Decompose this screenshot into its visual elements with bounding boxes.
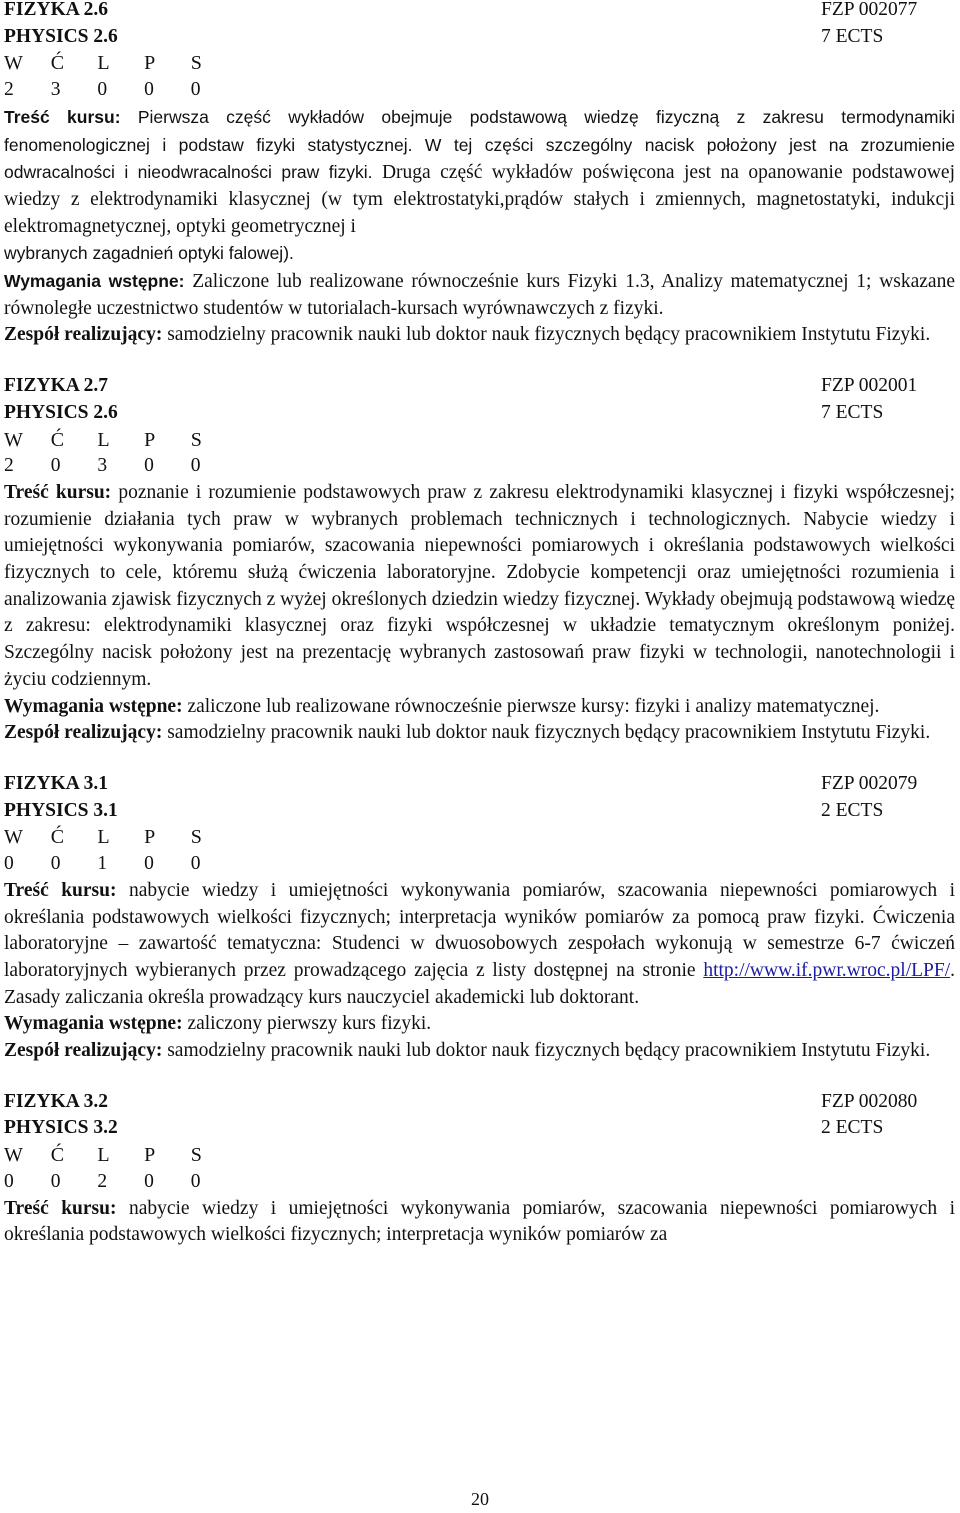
hours-letter-c: Ć <box>50 52 65 75</box>
hours-value-p: 0 <box>144 1170 154 1192</box>
hours-value-w: 2 <box>4 455 14 477</box>
hours-value-p: 0 <box>144 455 154 477</box>
requirements-text: Zaliczone lub realizowane równocześnie kurs Fizyki 1.3, Analizy matematycznej 1; wskazane równoległe uczestnictwo studentów w tutorialach-kursach wyrównawczych z fizyki. <box>4 271 955 319</box>
hours-letter-w: W <box>4 52 23 75</box>
course-fizyka-2-6 <box>4 0 955 349</box>
content-text: poznanie i rozumienie podstawowych praw z zakresu elektrodynamiki klasycznej i fizyki współczesnej; rozumienie działania tych praw w wybranych problemach technicznych i technologicznych. Nabycie wiedzy i umiejętności wykonywania pomiarów, szacowania niepewności pomiarowych i określania podstawowych wielkości fizycznych to cele, któremu służą ćwiczenia laboratoryjne. Zdobycie kompetencji oraz umiejętności rozumienia i analizowania zjawisk fizycznych z wyżej określonych dziedzin wiedzy fizycznej. Wykłady obejmują podstawową wiedzę z zakresu: elektrodynamiki klasycznej oraz fizyki współczesnej w układzie tematycznym określonym poniżej. Szczególny nacisk położony jest na prezentację wybranych zastosowań praw fizyki w technologii, nanotechnologii i życiu codziennym. <box>4 481 955 690</box>
course-team <box>4 322 955 349</box>
course-fizyka-2-7 <box>4 373 955 747</box>
course-title: FIZYKA 2.7 <box>4 375 109 397</box>
content-text-a: Pierwsza część wykładów obejmuje podstawową wiedzę fizyczną z zakresu termodynamiki fenomenologicznej i podstaw fizyki statystycznej. W tej części szczególny nacisk położony jest na zrozumienie odwracalności i nieodwracalności praw fizyki. <box>4 106 956 183</box>
page-number: 20 <box>471 1489 489 1509</box>
hours-letter-p: P <box>144 1144 156 1167</box>
course-title-row <box>4 0 955 24</box>
lab-list-link[interactable]: http://www.if.pwr.wroc.pl/LPF/ <box>703 959 951 981</box>
team-label: Zespół realizujący: <box>4 324 163 346</box>
hours-value-s: 0 <box>190 79 201 101</box>
course-title-en-row <box>4 1115 955 1142</box>
hours-letter-s: S <box>190 826 202 849</box>
hours-letter-s: S <box>190 52 202 75</box>
course-title-en-row <box>4 24 955 51</box>
requirements-text: zaliczony pierwszy kurs fizyki. <box>187 1013 432 1035</box>
course-list <box>4 0 955 1249</box>
hours-value-l: 1 <box>97 853 108 875</box>
course-title-row <box>4 373 955 400</box>
hours-value-p: 0 <box>144 853 154 875</box>
requirements-label: Wymagania wstępne: <box>4 271 185 292</box>
hours-letter-l: L <box>97 52 110 75</box>
hours-value-s: 0 <box>190 853 201 875</box>
course-title-en: PHYSICS 3.1 <box>4 799 118 821</box>
course-content <box>4 878 955 1012</box>
hours-value-w: 2 <box>4 79 14 101</box>
course-ects: 2 ECTS <box>821 1117 884 1139</box>
course-title: FIZYKA 3.2 <box>4 1090 109 1112</box>
hours-value-c: 0 <box>50 1170 61 1192</box>
dash: – <box>118 933 129 955</box>
hours-values <box>4 77 955 104</box>
course-code: FZP 002001 <box>821 375 918 397</box>
content-text: nabycie wiedzy i umiejętności wykonywania pomiarów, szacowania niepewności pomiarowych i określania podstawowych wielkości fizycznych; interpretacja wyników pomiarów za <box>4 1197 955 1246</box>
theme-label: zawartość tematyczna: <box>138 933 322 955</box>
course-requirements <box>4 694 955 721</box>
course-title-en-row <box>4 400 955 427</box>
hours-value-c: 0 <box>50 853 61 875</box>
team-text: samodzielny pracownik nauki lub doktor nauk fizycznych będący pracownikiem Instytutu Fizyki. <box>167 1040 931 1062</box>
hours-value-l: 0 <box>97 79 108 101</box>
hours-letter-c: Ć <box>50 428 65 451</box>
team-label: Zespół realizujący: <box>4 1040 163 1062</box>
course-code: FZP 002077 <box>821 0 918 20</box>
team-text: samodzielny pracownik nauki lub doktor nauk fizycznych będący pracownikiem Instytutu Fizyki. <box>167 722 931 744</box>
hours-value-w: 0 <box>4 853 14 875</box>
hours-values <box>4 851 955 878</box>
content-text-b: Druga część wykładów poświęcona jest na opanowanie podstawowej wiedzy z elektrodynamiki klasycznej (w tym elektrostatyki,prądów stałych i zmiennych, magnetostatyki, indukcji elektromagnetycznej, optyki geometrycznej i <box>4 162 955 237</box>
content-label: Treść kursu: <box>4 106 121 127</box>
hours-letter-c: Ć <box>50 826 65 849</box>
hours-letters <box>4 1142 955 1169</box>
course-title-en: PHYSICS 2.6 <box>4 401 118 423</box>
requirements-label: Wymagania wstępne: <box>4 1013 183 1035</box>
content-text-b: Studenci w dwuosobowych zespołach wykonują w semestrze 6-7 ćwiczeń laboratoryjnych wybieranych przez prowadzącego zajęcia z listy dostępnej na stronie <box>4 933 956 981</box>
hours-letter-p: P <box>144 428 156 451</box>
requirements-label: Wymagania wstępne: <box>4 695 183 717</box>
content-text-c: wybranych zagadnień optyki falowej). <box>4 243 294 264</box>
hours-letter-w: W <box>4 826 23 849</box>
hours-value-s: 0 <box>190 455 201 477</box>
content-text-a: nabycie wiedzy i umiejętności wykonywania pomiarów, szacowania niepewności pomiarowych i określania podstawowych wielkości fizycznych; interpretacja wyników pomiarów za pomocą praw fizyki. Ćwiczenia laboratoryjne <box>4 879 955 955</box>
content-label: Treść kursu: <box>4 1197 117 1219</box>
course-content-continued <box>4 240 955 268</box>
hours-letter-w: W <box>4 428 23 451</box>
team-label: Zespół realizujący: <box>4 722 163 744</box>
hours-letter-c: Ć <box>50 1144 65 1167</box>
hours-value-l: 3 <box>97 455 108 477</box>
hours-letter-w: W <box>4 1144 23 1167</box>
content-label: Treść kursu: <box>4 481 112 503</box>
course-content <box>4 1196 955 1249</box>
course-title-row <box>4 1089 955 1116</box>
course-team <box>4 720 955 747</box>
course-title-en: PHYSICS 2.6 <box>4 25 118 47</box>
course-code: FZP 002079 <box>821 772 918 794</box>
hours-value-l: 2 <box>97 1170 108 1192</box>
hours-letter-l: L <box>97 428 110 451</box>
hours-value-s: 0 <box>190 1170 201 1192</box>
hours-letter-s: S <box>190 428 202 451</box>
course-requirements <box>4 1011 955 1038</box>
course-requirements <box>4 268 955 322</box>
course-title-en-row <box>4 798 955 825</box>
course-ects: 7 ECTS <box>821 25 884 47</box>
hours-letter-l: L <box>97 1144 110 1167</box>
course-title: FIZYKA 3.1 <box>4 772 109 794</box>
course-fizyka-3-1 <box>4 771 955 1065</box>
course-ects: 2 ECTS <box>821 799 884 821</box>
hours-value-c: 0 <box>50 455 61 477</box>
requirements-text: zaliczone lub realizowane równocześnie pierwsze kursy: fizyki i analizy matematycznej. <box>187 695 880 717</box>
hours-values <box>4 1169 955 1196</box>
course-code: FZP 002080 <box>821 1090 918 1112</box>
course-team <box>4 1038 955 1065</box>
course-title-row <box>4 771 955 798</box>
course-content <box>4 104 955 241</box>
hours-letters <box>4 50 955 77</box>
hours-letter-l: L <box>97 826 110 849</box>
hours-letters <box>4 824 955 851</box>
hours-letter-p: P <box>144 52 156 75</box>
content-text-c: . Zasady zaliczania określa prowadzący kurs nauczyciel akademicki lub doktorant. <box>4 959 956 1008</box>
content-label: Treść kursu: <box>4 879 117 901</box>
hours-value-w: 0 <box>4 1170 14 1192</box>
hours-values <box>4 453 955 480</box>
hours-value-p: 0 <box>144 79 154 101</box>
course-title: FIZYKA 2.6 <box>4 0 109 20</box>
course-content <box>4 480 955 694</box>
hours-value-c: 3 <box>50 79 61 101</box>
course-fizyka-3-2 <box>4 1089 955 1249</box>
course-title-en: PHYSICS 3.2 <box>4 1117 118 1139</box>
team-text: samodzielny pracownik nauki lub doktor nauk fizycznych będący pracownikiem Instytutu Fizyki. <box>167 324 931 346</box>
hours-letters <box>4 427 955 454</box>
course-ects: 7 ECTS <box>821 401 884 423</box>
hours-letter-p: P <box>144 826 156 849</box>
hours-letter-s: S <box>190 1144 202 1167</box>
